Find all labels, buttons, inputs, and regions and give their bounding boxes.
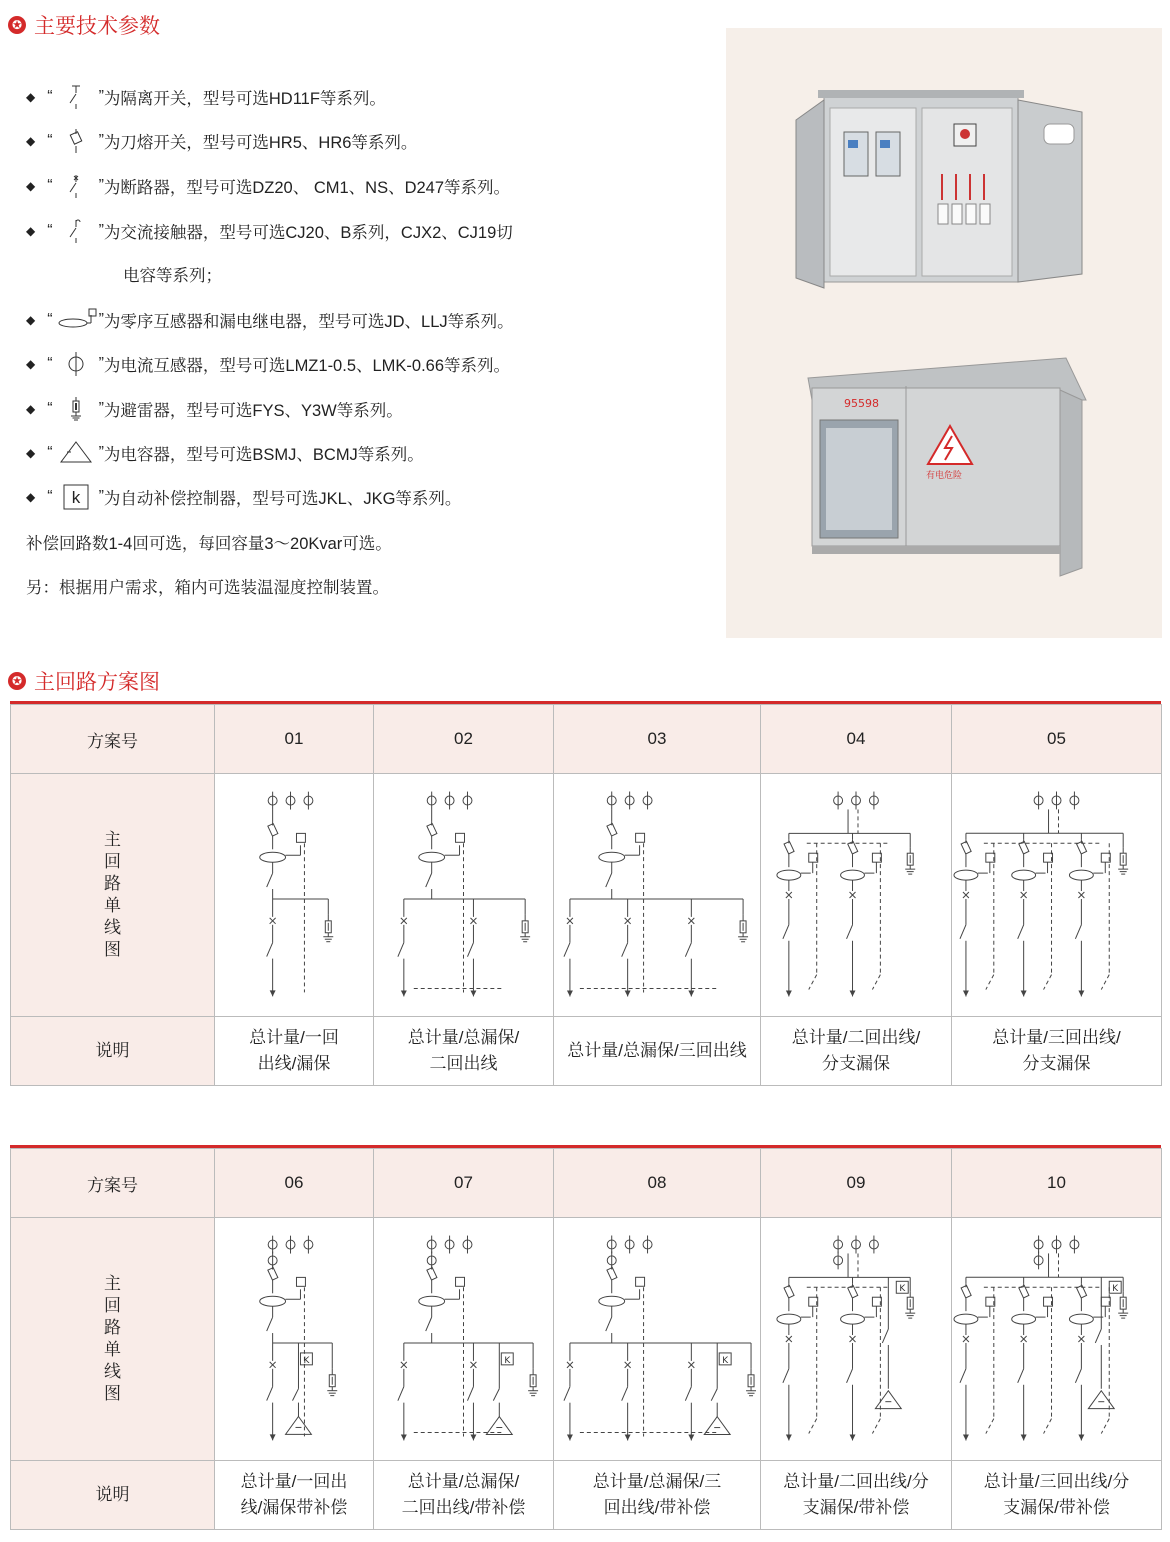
plan-description: 总计量/三回出线/ 分支漏保 xyxy=(952,1017,1162,1086)
param-row xyxy=(26,218,513,244)
param-text: 为零序互感器和漏电继电器，型号可选JD、LLJ等系列。 xyxy=(103,313,514,331)
diagram-cell xyxy=(215,774,374,1017)
plan-number: 08 xyxy=(554,1149,761,1218)
quote-open: “ xyxy=(47,400,53,417)
diagram-cell xyxy=(374,774,554,1017)
diagram-row-label: 主 回 路 单 线 图 xyxy=(11,774,215,1017)
single-line-diagram xyxy=(374,1219,553,1459)
param-row xyxy=(26,173,510,199)
plan-description: 总计量/总漏保/三 回出线/带补偿 xyxy=(554,1461,761,1530)
param-text: 为电容器，型号可选BSMJ、BCMJ等系列。 xyxy=(103,446,424,464)
diamond-bullet-icon: ◆ xyxy=(26,446,36,460)
single-line-diagram xyxy=(952,775,1161,1015)
quote-open: “ xyxy=(47,222,53,239)
quote-close: ” xyxy=(98,311,104,328)
param-continuation: 电容等系列； xyxy=(123,267,222,285)
quote-close: ” xyxy=(98,488,104,505)
section-title-plan xyxy=(8,666,160,696)
param-row xyxy=(26,440,424,466)
single-line-diagram xyxy=(952,1219,1161,1459)
single-line-diagram xyxy=(215,775,373,1015)
param-text: 为避雷器，型号可选FYS、Y3W等系列。 xyxy=(103,402,403,420)
plan-number: 06 xyxy=(215,1149,374,1218)
plan-no-header: 方案号 xyxy=(11,1149,215,1218)
photo-hotline-text: 95598 xyxy=(844,397,879,410)
quote-open: “ xyxy=(47,355,53,372)
controller-k-icon xyxy=(53,484,99,510)
capacitor-icon xyxy=(53,440,99,466)
plan-description: 总计量/总漏保/ 二回出线 xyxy=(374,1017,554,1086)
plan-no-header: 方案号 xyxy=(11,705,215,774)
plan-number: 07 xyxy=(374,1149,554,1218)
plan-description: 总计量/一回出 线/漏保带补偿 xyxy=(215,1461,374,1530)
quote-open: “ xyxy=(47,132,53,149)
diagram-row-label: 主 回 路 单 线 图 xyxy=(11,1218,215,1461)
param-row xyxy=(26,307,514,333)
diagram-cell xyxy=(554,774,761,1017)
svg-text:K: K xyxy=(722,1355,729,1366)
quote-close: ” xyxy=(98,222,104,239)
quote-close: ” xyxy=(98,88,104,105)
param-row xyxy=(26,128,417,154)
plan-number: 02 xyxy=(374,705,554,774)
diagram-cell xyxy=(215,1218,374,1461)
diagram-cell xyxy=(952,774,1162,1017)
param-text: 为自动补偿控制器，型号可选JKL、JKG等系列。 xyxy=(103,490,462,508)
svg-text:K: K xyxy=(899,1284,906,1295)
quote-close: ” xyxy=(98,177,104,194)
plan-description: 总计量/二回出线/ 分支漏保 xyxy=(761,1017,952,1086)
single-line-diagram xyxy=(554,1219,760,1459)
desc-row-label: 说明 xyxy=(11,1017,215,1086)
param-text: 为刀熔开关，型号可选HR5、HR6等系列。 xyxy=(103,134,418,152)
contactor-icon xyxy=(53,218,99,244)
plan-table-1 xyxy=(10,704,1162,1086)
svg-text:K: K xyxy=(303,1355,310,1366)
diagram-cell xyxy=(374,1218,554,1461)
quote-close: ” xyxy=(98,400,104,417)
section-title-params xyxy=(8,10,160,40)
surge-arrester-icon xyxy=(53,396,99,422)
plan-number: 10 xyxy=(952,1149,1162,1218)
desc-row-label: 说明 xyxy=(11,1461,215,1530)
diamond-bullet-icon: ◆ xyxy=(26,402,36,416)
diamond-bullet-icon: ◆ xyxy=(26,134,36,148)
fuse-switch-icon xyxy=(53,128,99,154)
diamond-bullet-icon: ◆ xyxy=(26,490,36,504)
section-title-text: 主要技术参数 xyxy=(34,15,160,38)
note-extra: 另：根据用户需求，箱内可选装温湿度控制装置。 xyxy=(26,579,389,597)
plan-description: 总计量/总漏保/三回出线 xyxy=(554,1017,761,1086)
open-cabinet-photo xyxy=(796,90,1082,288)
photo-warning-text: 有电危险 xyxy=(926,471,963,481)
star-icon: ✪ xyxy=(8,672,26,690)
param-row xyxy=(26,396,403,422)
plan-description: 总计量/三回出线/分 支漏保/带补偿 xyxy=(952,1461,1162,1530)
diagram-cell xyxy=(761,1218,952,1461)
svg-text:k: k xyxy=(71,488,80,507)
single-line-diagram xyxy=(761,775,951,1015)
single-line-diagram xyxy=(215,1219,373,1459)
plan-description: 总计量/总漏保/ 二回出线/带补偿 xyxy=(374,1461,554,1530)
quote-open: “ xyxy=(47,311,53,328)
isolator-switch-icon xyxy=(53,84,99,110)
quote-close: ” xyxy=(98,444,104,461)
param-row xyxy=(26,484,461,510)
svg-text:K: K xyxy=(1112,1284,1119,1295)
param-row xyxy=(26,351,510,377)
svg-text:K: K xyxy=(504,1355,511,1366)
plan-description: 总计量/二回出线/分 支漏保/带补偿 xyxy=(761,1461,952,1530)
diamond-bullet-icon: ◆ xyxy=(26,179,36,193)
plan-number: 03 xyxy=(554,705,761,774)
plan-number: 05 xyxy=(952,705,1162,774)
plan-number: 04 xyxy=(761,705,952,774)
single-line-diagram xyxy=(761,1219,951,1459)
param-text: 为断路器，型号可选DZ20、 CM1、NS、D247等系列。 xyxy=(103,179,511,197)
closed-cabinet-photo xyxy=(808,358,1086,576)
param-text: 为电流互感器，型号可选LMZ1-0.5、LMK-0.66等系列。 xyxy=(103,357,511,375)
param-row xyxy=(26,84,386,110)
plan-number: 09 xyxy=(761,1149,952,1218)
param-text: 为交流接触器，型号可选CJ20、B系列，CJX2、CJ19切 xyxy=(103,224,513,242)
note-loops: 补偿回路数1-4回可选，每回容量3～20Kvar可选。 xyxy=(26,535,392,553)
diagram-cell xyxy=(952,1218,1162,1461)
diamond-bullet-icon: ◆ xyxy=(26,224,36,238)
current-transformer-icon xyxy=(53,351,99,377)
quote-open: “ xyxy=(47,88,53,105)
plan-description: 总计量/一回 出线/漏保 xyxy=(215,1017,374,1086)
diagram-cell xyxy=(554,1218,761,1461)
diamond-bullet-icon: ◆ xyxy=(26,357,36,371)
quote-close: ” xyxy=(98,132,104,149)
quote-close: ” xyxy=(98,355,104,372)
diamond-bullet-icon: ◆ xyxy=(26,313,36,327)
circuit-breaker-icon xyxy=(53,173,99,199)
single-line-diagram xyxy=(374,775,553,1015)
star-icon: ✪ xyxy=(8,16,26,34)
section-title-text: 主回路方案图 xyxy=(34,671,160,694)
quote-open: “ xyxy=(47,177,53,194)
param-text: 为隔离开关，型号可选HD11F等系列。 xyxy=(103,90,386,108)
quote-open: “ xyxy=(47,488,53,505)
diagram-cell xyxy=(761,774,952,1017)
plan-number: 01 xyxy=(215,705,374,774)
quote-open: “ xyxy=(47,444,53,461)
plan-table-2 xyxy=(10,1148,1162,1530)
diamond-bullet-icon: ◆ xyxy=(26,90,36,104)
zero-sequence-ct-icon xyxy=(53,307,99,333)
single-line-diagram xyxy=(554,775,760,1015)
product-photo-panel xyxy=(726,28,1162,638)
